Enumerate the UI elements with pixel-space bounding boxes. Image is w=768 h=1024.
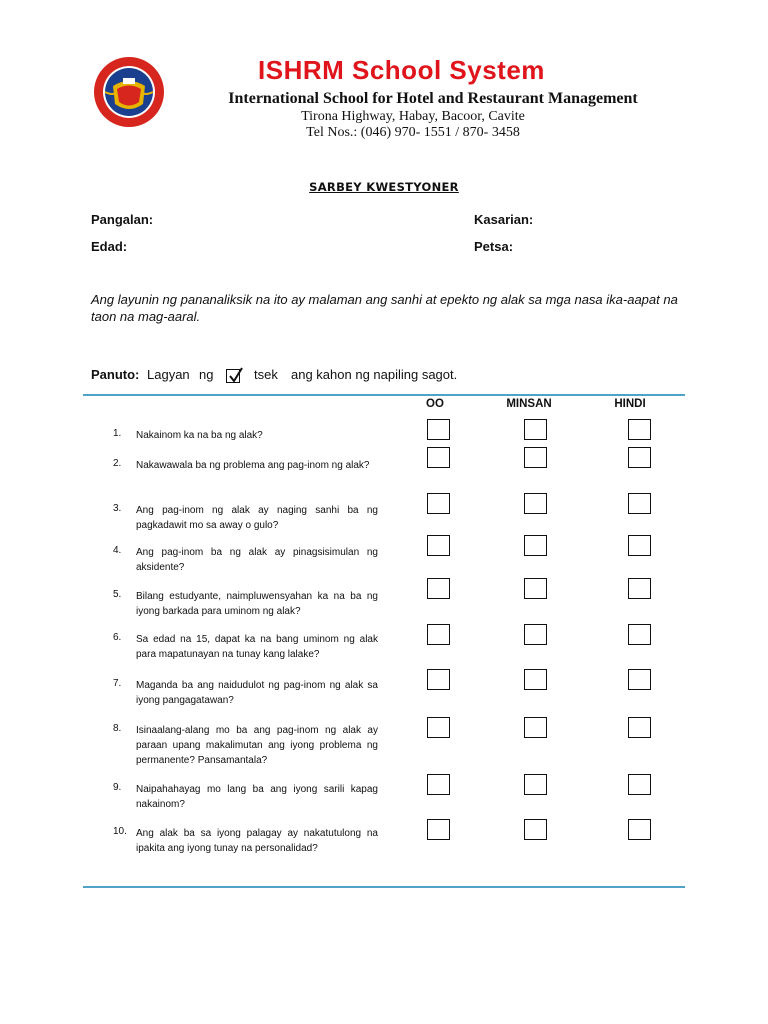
column-header-minsan: MINSAN <box>506 398 552 410</box>
answer-checkbox-oo[interactable] <box>427 774 450 795</box>
table-top-rule <box>83 394 685 396</box>
answer-checkbox-minsan[interactable] <box>524 447 547 468</box>
instructions-label: Panuto: <box>91 367 140 382</box>
question-number: 1. <box>113 428 122 439</box>
answer-checkbox-minsan[interactable] <box>524 819 547 840</box>
question-text: Maganda ba ang naidudulot ng pag-inom ng alak sa iyong pangagatawan? <box>136 680 378 706</box>
answer-checkbox-oo[interactable] <box>427 669 450 690</box>
age-field-label: Edad: <box>91 239 128 254</box>
checkbox-checked-icon <box>226 369 240 383</box>
question-text: Ang alak ba sa iyong palagay ay nakatutulong na ipakita ang iyong tunay na personalidad? <box>136 828 378 854</box>
answer-checkbox-oo[interactable] <box>427 717 450 738</box>
answer-checkbox-hindi[interactable] <box>628 535 651 556</box>
answer-checkbox-minsan[interactable] <box>524 717 547 738</box>
question-number: 10. <box>113 826 127 837</box>
answer-checkbox-minsan[interactable] <box>524 774 547 795</box>
question-text: Ang pag-inom ba ng alak ay pinagsisimulan ng aksidente? <box>136 547 378 573</box>
answer-checkbox-hindi[interactable] <box>628 774 651 795</box>
question-text: Nakainom ka na ba ng alak? <box>136 430 263 441</box>
instructions-text-3: tsek <box>254 367 278 382</box>
instructions-text-2: ng <box>199 367 214 382</box>
answer-checkbox-hindi[interactable] <box>628 669 651 690</box>
question-text: Isinaalang-alang mo ba ang pag-inom ng alak ay paraan upang makalimutan ang iyong problema ng permanente? Pansamantala? <box>136 725 378 766</box>
answer-checkbox-oo[interactable] <box>427 578 450 599</box>
question-text: Ang pag-inom ng alak ay naging sanhi ba ng pagkadawit mo sa away o gulo? <box>136 505 378 531</box>
question-number: 4. <box>113 545 122 556</box>
answer-checkbox-minsan[interactable] <box>524 669 547 690</box>
answer-checkbox-hindi[interactable] <box>628 493 651 514</box>
name-field-label: Pangalan: <box>91 212 154 227</box>
column-header-hindi: HINDI <box>614 398 646 410</box>
question-number: 6. <box>113 632 122 643</box>
school-subtitle: International School for Hotel and Restaurant Management <box>228 90 638 107</box>
table-bottom-rule <box>83 886 685 888</box>
question-text: Bilang estudyante, naimpluwensyahan ka na ba ng iyong barkada para uminom ng alak? <box>136 591 378 617</box>
question-number: 3. <box>113 503 122 514</box>
question-number: 5. <box>113 589 122 600</box>
answer-checkbox-hindi[interactable] <box>628 717 651 738</box>
school-phone: Tel Nos.: (046) 970- 1551 / 870- 3458 <box>306 125 520 140</box>
school-name: ISHRM School System <box>258 55 545 85</box>
answer-checkbox-hindi[interactable] <box>628 819 651 840</box>
question-text: Sa edad na 15, dapat ka na bang uminom ng alak para mapatunayan na tunay kang lalake? <box>136 634 378 660</box>
answer-checkbox-minsan[interactable] <box>524 578 547 599</box>
instructions-text-4: ang kahon ng napiling sagot. <box>291 367 458 382</box>
answer-checkbox-oo[interactable] <box>427 493 450 514</box>
date-field-label: Petsa: <box>474 239 514 254</box>
answer-checkbox-hindi[interactable] <box>628 578 651 599</box>
question-text: Nakawawala ba ng problema ang pag-inom ng alak? <box>136 460 370 471</box>
answer-checkbox-minsan[interactable] <box>524 419 547 440</box>
form-title: SARBEY KWESTYONER <box>309 180 459 194</box>
answer-checkbox-oo[interactable] <box>427 419 450 440</box>
question-number: 8. <box>113 723 122 734</box>
answer-checkbox-oo[interactable] <box>427 447 450 468</box>
school-address: Tirona Highway, Habay, Bacoor, Cavite <box>301 109 525 124</box>
answer-checkbox-hindi[interactable] <box>628 447 651 468</box>
answer-checkbox-oo[interactable] <box>427 624 450 645</box>
instructions-text-1: Lagyan <box>147 367 190 382</box>
gender-field-label: Kasarian: <box>474 212 534 227</box>
column-header-oo: OO <box>426 398 444 410</box>
answer-checkbox-oo[interactable] <box>427 819 450 840</box>
answer-checkbox-hindi[interactable] <box>628 624 651 645</box>
answer-checkbox-minsan[interactable] <box>524 535 547 556</box>
answer-checkbox-hindi[interactable] <box>628 419 651 440</box>
intro-paragraph: Ang layunin ng pananaliksik na ito ay malaman ang sanhi at epekto ng alak sa mga nasa ika-aapat na taon na mag-aaral. <box>91 292 678 324</box>
question-number: 2. <box>113 458 122 469</box>
question-text: Naipahahayag mo lang ba ang iyong sarili kapag nakainom? <box>136 784 378 810</box>
answer-checkbox-oo[interactable] <box>427 535 450 556</box>
question-number: 9. <box>113 782 122 793</box>
answer-checkbox-minsan[interactable] <box>524 493 547 514</box>
answer-checkbox-minsan[interactable] <box>524 624 547 645</box>
question-number: 7. <box>113 678 122 689</box>
